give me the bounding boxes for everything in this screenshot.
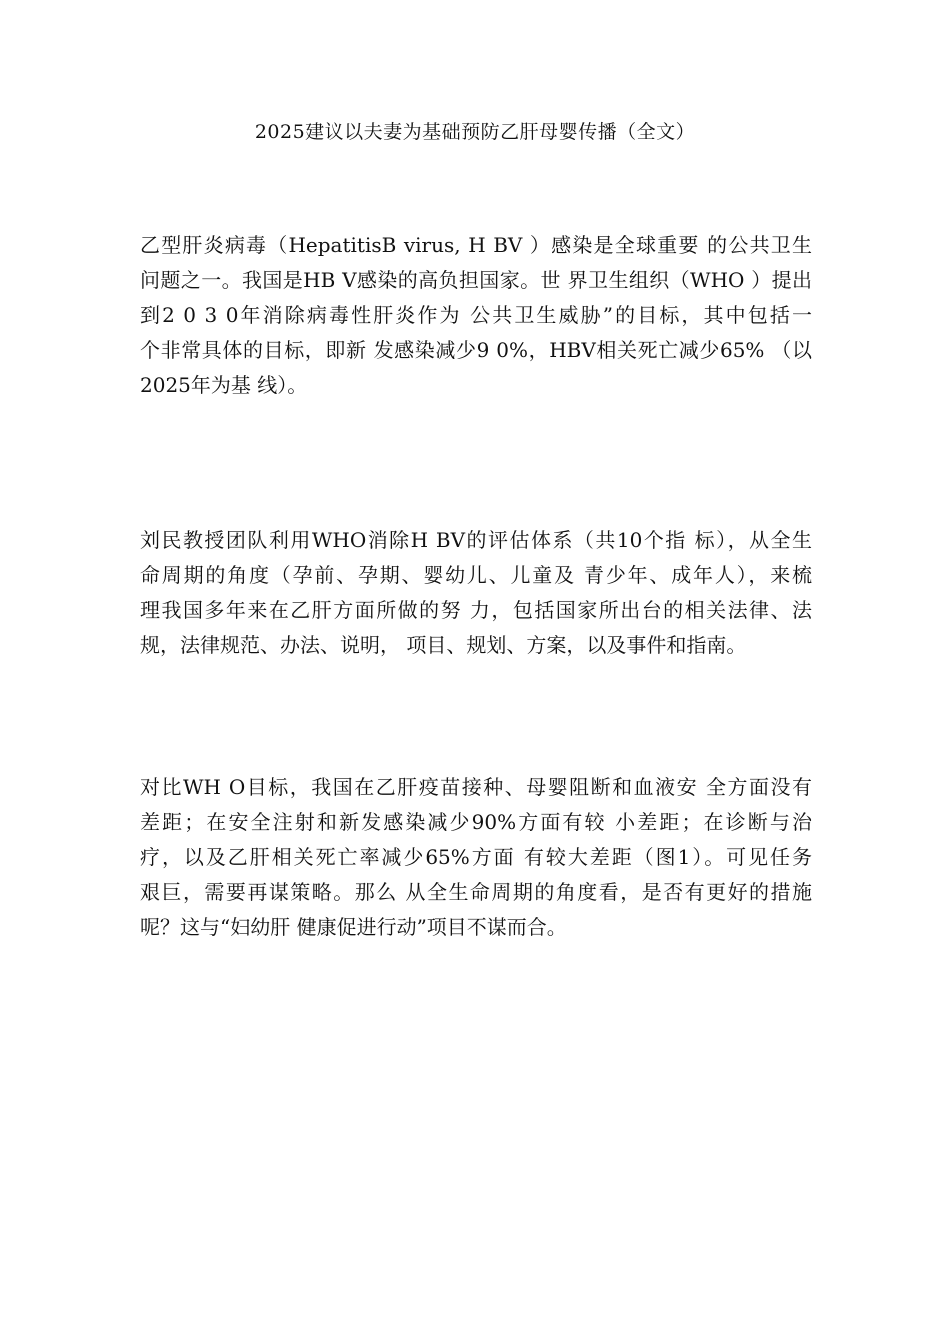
paragraph-line: 理我国多年来在乙肝方面所做的努 力，包括国家所出台的相关法律、法 <box>140 598 812 622</box>
paragraph-3 <box>140 770 812 945</box>
paragraph-line: 刘民教授团队利用WHO消除H BV的评估体系（共10个指 标），从全生 <box>140 528 812 552</box>
paragraph-line: 对比WH O目标，我国在乙肝疫苗接种、母婴阻断和血液安 全方面没有 <box>140 775 812 799</box>
paragraph-line: 差距；在安全注射和新发感染减少90%方面有较 小差距；在诊断与治 <box>140 810 812 834</box>
paragraph-line: 命周期的角度（孕前、孕期、婴幼儿、儿童及 青少年、成年人），来梳 <box>140 563 812 587</box>
paragraph-line: 2025年为基 线）。 <box>140 373 308 397</box>
paragraph-line: 到2 0 3 0年消除病毒性肝炎作为 公共卫生威胁”的目标，其中包括一 <box>140 303 812 327</box>
paragraph-line: 呢？这与“妇幼肝 健康促进行动”项目不谋而合。 <box>140 915 567 939</box>
paragraph-2 <box>140 523 812 663</box>
paragraph-line: 乙型肝炎病毒（HepatitisB virus, H BV ）感染是全球重要 的公共卫生 <box>140 233 812 257</box>
paragraph-line: 个非常具体的目标，即新 发感染减少9 0%，HBV相关死亡减少65% （以 <box>140 338 812 362</box>
paragraph-1 <box>140 228 812 403</box>
paragraph-line: 规，法律规范、办法、说明， 项目、规划、方案，以及事件和指南。 <box>140 633 747 657</box>
paragraph-line: 问题之一。我国是HB V感染的高负担国家。世 界卫生组织（WHO ）提出 <box>140 268 812 292</box>
paragraph-line: 疗，以及乙肝相关死亡率减少65%方面 有较大差距（图1）。可见任务 <box>140 845 812 869</box>
document-title: 2025建议以夫妻为基础预防乙肝母婴传播（全文） <box>254 121 696 143</box>
paragraph-line: 艰巨，需要再谋策略。那么 从全生命周期的角度看，是否有更好的措施 <box>140 880 812 904</box>
